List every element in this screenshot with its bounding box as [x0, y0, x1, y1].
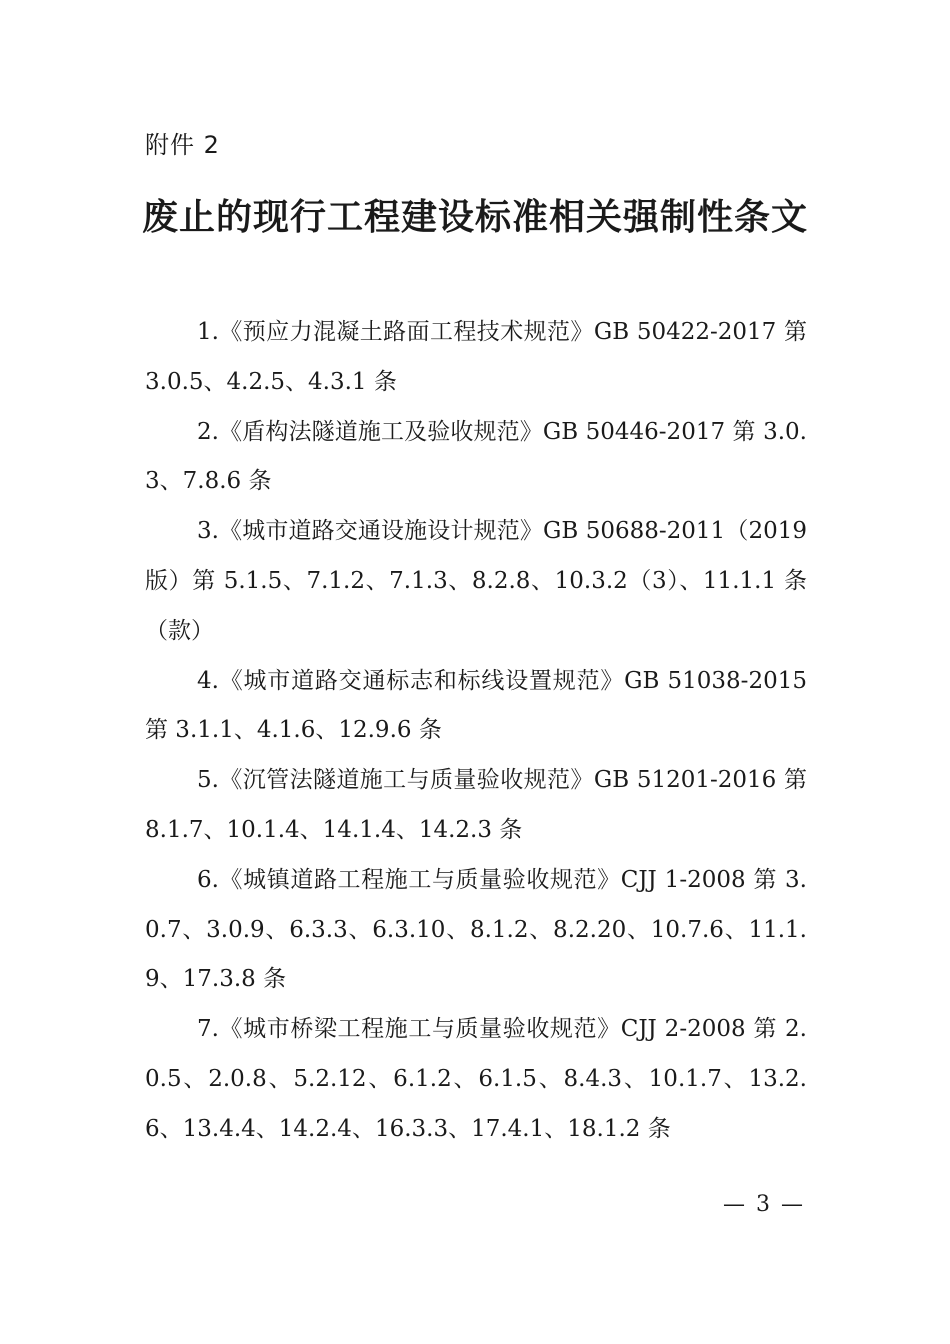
list-item: 1.《预应力混凝土路面工程技术规范》GB 50422-2017 第 3.0.5、4.2.5、4.3.1 条 — [145, 319, 807, 395]
list-item: 4.《城市道路交通标志和标线设置规范》GB 51038-2015 第 3.1.1、4.1.6、12.9.6 条 — [145, 667, 807, 744]
item-list — [145, 308, 807, 1155]
list-item: 6.《城镇道路工程施工与质量验收规范》CJJ 1-2008 第 3.0.7、3.0.9、6.3.3、6.3.10、8.1.2、8.2.20、10.7.6、11.1.9、17.3.8 条 — [145, 866, 807, 993]
list-item: 3.《城市道路交通设施设计规范》GB 50688-2011（2019 版）第 5.1.5、7.1.2、7.1.3、8.2.8、10.3.2（3）、11.1.1 条（款） — [145, 518, 807, 644]
attachment-label: 附件 2 — [145, 131, 220, 159]
list-item: 5.《沉管法隧道施工与质量验收规范》GB 51201-2016 第 8.1.7、10.1.4、14.1.4、14.2.3 条 — [145, 767, 807, 843]
document-title: 废止的现行工程建设标准相关强制性条文 — [141, 196, 808, 238]
list-item: 2.《盾构法隧道施工及验收规范》GB 50446-2017 第 3.0.3、7.8.6 条 — [145, 418, 807, 495]
page-number: — 3 — — [723, 1192, 805, 1217]
list-item: 7.《城市桥梁工程施工与质量验收规范》CJJ 2-2008 第 2.0.5、2.0.8、5.2.12、6.1.2、6.1.5、8.4.3、10.1.7、13.2.6、13.4.4、14.2.4、16.3.3、17.4.1、18.1.2 条 — [145, 1016, 807, 1142]
